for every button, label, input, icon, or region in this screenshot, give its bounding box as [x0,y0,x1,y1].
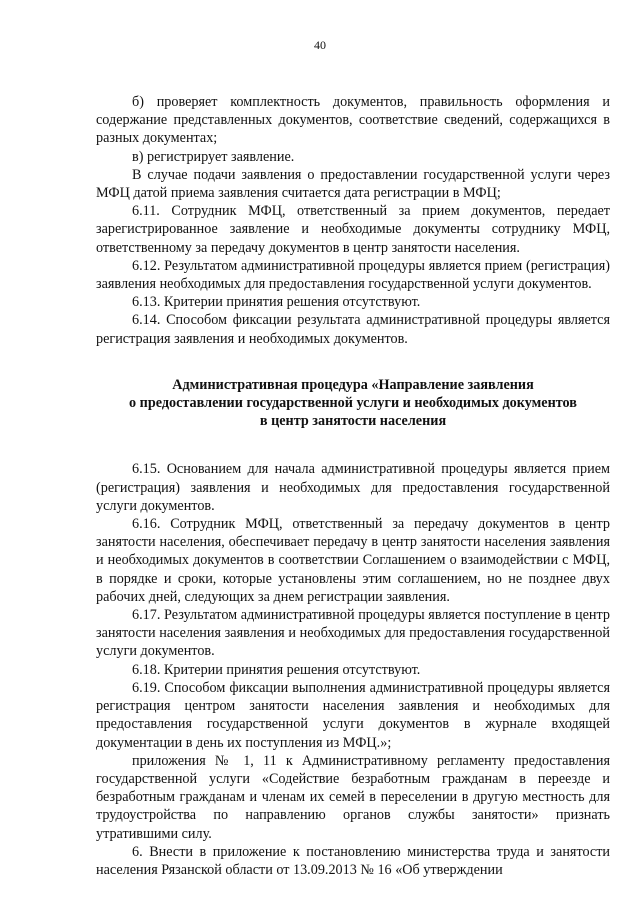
document-body [96,93,610,879]
heading-line-1: Административная процедура «Направление заявления [172,376,534,393]
paragraph-6-11: 6.11. Сотрудник МФЦ, ответственный за прием документов, передает зарегистрированное заявление и необходимые документы сотруднику МФЦ, ответственному за передачу документов в центр занятости населения. [96,203,610,256]
section-heading [96,376,610,431]
paragraph-6-18: 6.18. Критерии принятия решения отсутствуют. [132,661,421,678]
paragraph-6-16: 6.16. Сотрудник МФЦ, ответственный за передачу документов в центр занятости населения, обеспечивает передачу в центр занятости населения заявления и необходимых документов в соответствии Соглашением о взаимодействии с МФЦ, в порядке и сроки, которые установлены этим соглашением, но не позднее двух рабочих дней, следующих за днем регистрации заявления. [96,516,610,605]
paragraph-6-14: 6.14. Способом фиксации результата административной процедуры является регистрация заявления и необходимых документов. [96,312,610,347]
heading-line-2: о предоставлении государственной услуги и необходимых документов [129,395,577,412]
paragraph-mfc-date: В случае подачи заявления о предоставлении государственной услуги через МФЦ датой приема заявления считается дата регистрации в МФЦ; [96,166,610,202]
paragraph-b: б) проверяет комплектность документов, правильность оформления и содержание представленных документов, соответствие сведений, содержащихся в разных документах; [96,94,610,147]
paragraph-appendices: приложения № 1, 11 к Административному регламенту предоставления государственной услуги «Содействие безработным гражданам в переезде и безработным гражданам и членам их семей в переселении в другую местность для трудоустройства по направлению органов службы занятости» признать утратившими силу. [96,752,610,842]
heading-line-3: в центр занятости населения [259,413,447,430]
paragraph-6-19: 6.19. Способом фиксации выполнения административной процедуры является регистрация центром занятости населения заявления и необходимых для предоставления государственной услуги документов в журнале входящей документации в день их поступления из МФЦ.»; [96,679,610,751]
paragraph-v: в) регистрирует заявление. [132,148,295,165]
paragraph-item-6: 6. Внести в приложение к постановлению министерства труда и занятости населения Рязанской области от 13.09.2013 № 16 «Об утверждении [96,843,610,878]
paragraph-6-12: 6.12. Результатом административной процедуры является прием (регистрация) заявления необходимых для предоставления государственной услуги документов. [96,257,610,293]
paragraph-6-15: 6.15. Основанием для начала административной процедуры является прием (регистрация) заявления и необходимых для предоставления государственной услуги документов. [96,461,610,514]
paragraph-6-17: 6.17. Результатом административной процедуры является поступление в центр занятости населения заявления и необходимых для предоставления государственной услуги документов. [96,607,610,660]
page-number: 40 [314,38,326,52]
paragraph-6-13: 6.13. Критерии принятия решения отсутствуют. [132,294,421,311]
